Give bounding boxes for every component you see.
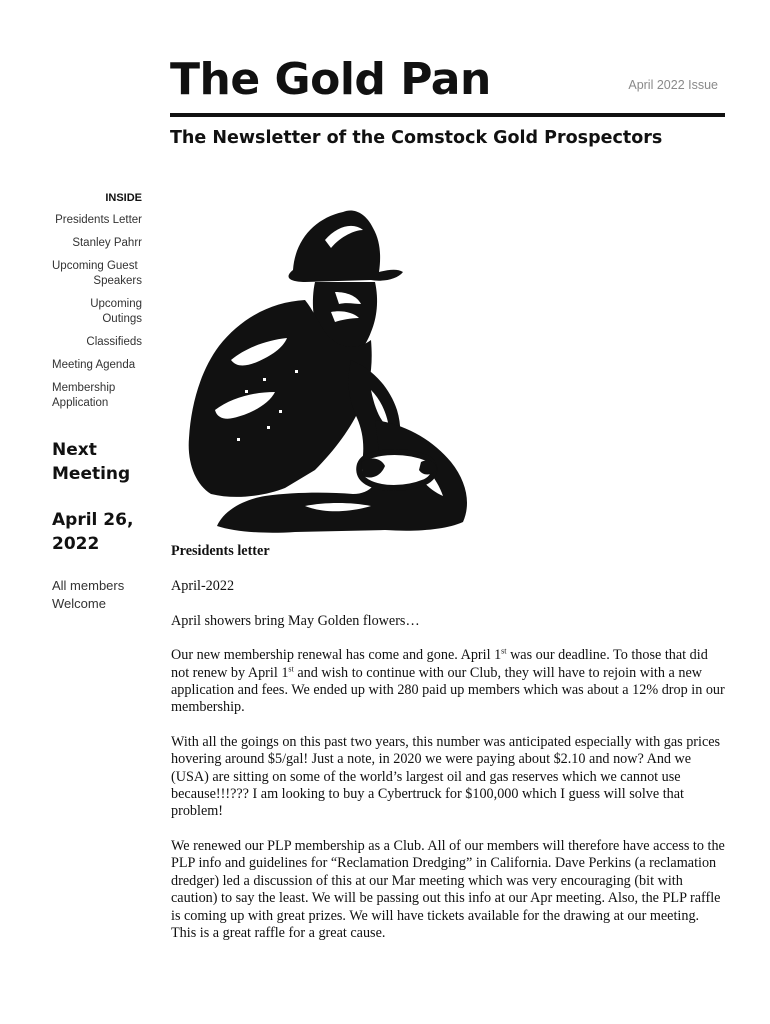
p2-superscript-1: st xyxy=(501,646,507,656)
toc-item-guest-speakers-line1: Upcoming Guest xyxy=(52,260,138,272)
toc-item-membership-line1: Membership xyxy=(52,382,116,394)
inside-heading: INSIDE xyxy=(105,192,142,204)
p2-part-a: Our new membership renewal has come and gone. April 1 xyxy=(171,647,502,664)
next-meeting-line1: Next xyxy=(52,440,97,460)
issue-label: April 2022 Issue xyxy=(628,78,718,92)
next-meeting-line2: Meeting xyxy=(52,464,131,484)
toc-item-membership-application[interactable] xyxy=(52,381,142,411)
toc-item-stanley-pahrr[interactable]: Stanley Pahrr xyxy=(72,237,142,249)
toc-item-classifieds[interactable]: Classifieds xyxy=(86,336,142,348)
next-meeting-heading xyxy=(52,438,162,486)
toc-item-guest-speakers-line2: Speakers xyxy=(93,275,142,287)
toc-item-presidents-letter[interactable]: Presidents Letter xyxy=(55,214,142,226)
newsletter-subtitle: The Newsletter of the Comstock Gold Prospectors xyxy=(170,128,663,148)
p2-part-b: was our deadline. To those that did not renew by April 1 xyxy=(171,647,708,681)
welcome-note xyxy=(52,577,162,613)
gold-prospector-illustration-icon xyxy=(175,200,475,540)
p2-superscript-2: st xyxy=(288,663,294,673)
welcome-line1: All members xyxy=(52,578,125,593)
meeting-date-line2: 2022 xyxy=(52,534,100,554)
newsletter-title: The Gold Pan xyxy=(170,54,491,105)
toc-item-upcoming-outings[interactable] xyxy=(52,297,142,327)
letter-paragraph-4: We renewed our PLP membership as a Club. All of our members will therefore have access to the PLP info and guidelines for “Reclamation Dredging” in California. Dave Perkins (a reclamation dredger) led a discussion of this at our Mar meeting which was very encouraging (bit with caution) to say the least. We will be passing out this info at our Apr meeting. Also, the PLP raffle is coming up with great prizes. We will have tickets available for the drawing at our meeting. This is a great raffle for a great cause. xyxy=(171,837,725,941)
p2-part-c: and wish to continue with our Club, they will have to rejoin with a new application and fees. We ended up with 280 paid up members which was about a 12% drop in our membership. xyxy=(171,664,725,716)
welcome-line2: Welcome xyxy=(52,596,106,611)
sidebar-contents xyxy=(52,192,142,419)
toc-item-guest-speakers[interactable] xyxy=(52,259,142,289)
hat-shape xyxy=(289,211,403,282)
letter-paragraph-3: With all the goings on this past two years, this number was anticipated especially with gas prices hovering around $5/gal! Just a note, in 2020 we were paying about $2.10 and now? And we (USA) are sitting on some of the world’s largest oil and gas reserves which we cannot use because!!!??? I am looking to buy a Cybertruck for $100,000 which I guess will solve that problem! xyxy=(171,733,721,820)
toc-item-membership-line2: Application xyxy=(52,397,109,409)
masthead-rule xyxy=(170,113,725,117)
toc-item-meeting-agenda[interactable]: Meeting Agenda xyxy=(52,359,136,371)
letter-paragraph-2 xyxy=(171,647,726,717)
letter-date: April-2022 xyxy=(171,578,235,595)
meeting-date-line1: April 26, xyxy=(52,510,134,530)
presidents-letter xyxy=(171,543,726,959)
meeting-date xyxy=(52,508,162,556)
letter-heading: Presidents letter xyxy=(171,543,270,559)
letter-paragraph-1: April showers bring May Golden flowers… xyxy=(171,612,420,629)
toc-item-outings-line2: Outings xyxy=(102,313,142,325)
toc-item-outings-line1: Upcoming xyxy=(90,298,142,310)
